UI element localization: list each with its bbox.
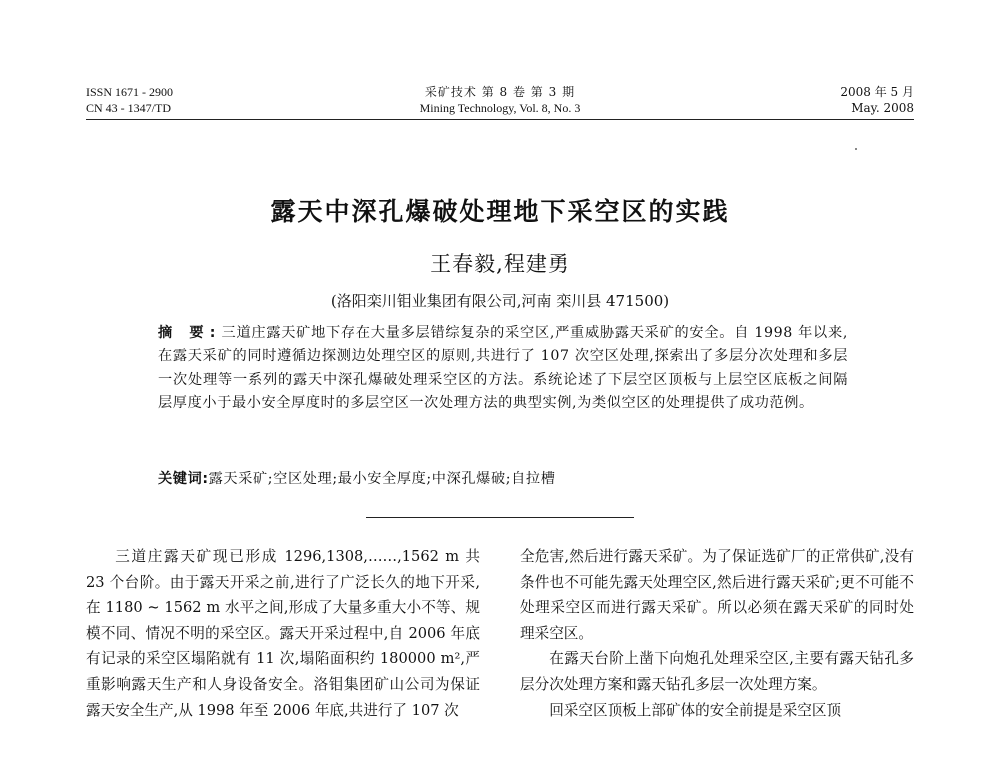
journal-name-en: Mining Technology, Vol. 8, No. 3: [419, 101, 581, 115]
journal-name-cn: 采矿技术 第 8 卷 第 3 期: [424, 85, 576, 99]
body-paragraph: 全危害,然后进行露天采矿。为了保证选矿厂的正常供矿,没有条件也不可能先露天处理空区,然后进行露天采矿;更不可能不处理采空区而进行露天采矿。所以必须在露天采矿的同时处理采空区。: [520, 548, 914, 642]
abstract-label: 摘 要:: [158, 325, 222, 341]
body-paragraph: 回采空区顶板上部矿体的安全前提是采空区顶: [549, 701, 842, 719]
date-en: May. 2008: [851, 101, 914, 115]
cn-text: CN 43 - 1347/TD: [86, 101, 171, 115]
journal-name-block: [300, 84, 700, 116]
journal-issn-block: [86, 84, 173, 116]
keywords-label: 关键词:: [158, 471, 209, 487]
article-affiliation: (洛阳栾川钼业集团有限公司,河南 栾川县 471500): [330, 292, 670, 310]
abstract-text: 三道庄露天矿地下存在大量多层错综复杂的采空区,严重威胁露天采矿的安全。自 1998 年以来,在露天采矿的同时遵循边探测边处理空区的原则,共进行了 107 次空区处理,探索出了多层分次处理和多层一次处理等一系列的露天中深孔爆破处理采空区的方法。系统论述了下层空区顶板与上层空区底板之间隔层厚度小于最小安全厚度时的多层空区一次处理方法的典型实例,为类似空区的处理提供了成功范例。: [158, 325, 848, 411]
article-title: 露天中深孔爆破处理地下采空区的实践: [270, 197, 730, 226]
keywords: [158, 468, 848, 491]
issn-text: ISSN 1671 - 2900: [86, 85, 174, 99]
header-rule: [86, 119, 914, 120]
article-authors: 王春毅,程建勇: [430, 252, 570, 276]
body-paragraph: 在露天台阶上凿下向炮孔处理采空区,主要有露天钻孔多层分次处理方案和露天钻孔多层一次处理方案。: [520, 650, 914, 693]
abstract: [158, 322, 848, 415]
scan-speck: [855, 148, 857, 150]
body-paragraph: 三道庄露天矿现已形成 1296,1308,……,1562 m 共 23 个台阶。由于露天开采之前,进行了广泛长久的地下开采,在 1180 ~ 1562 m 水平之间,形成了大量多重大小不等、规模不同、情况不明的采空区。露天开采过程中,自 2006 年底有记录的采空区塌陷就有 11 次,塌陷面积约 180000 m²,严重影响露天生产和人身设备安全。洛钼集团矿山公司为保证露天安全生产,从 1998 年至 2006 年底,共进行了 107 次: [86, 548, 480, 719]
keywords-text: 露天采矿;空区处理;最小安全厚度;中深孔爆破;自拉槽: [208, 471, 556, 487]
journal-date-block: [840, 84, 914, 116]
body-column-right: [520, 544, 914, 723]
abstract-divider: [366, 517, 634, 518]
date-cn: 2008 年 5 月: [840, 85, 914, 99]
body-column-left: [86, 544, 480, 723]
